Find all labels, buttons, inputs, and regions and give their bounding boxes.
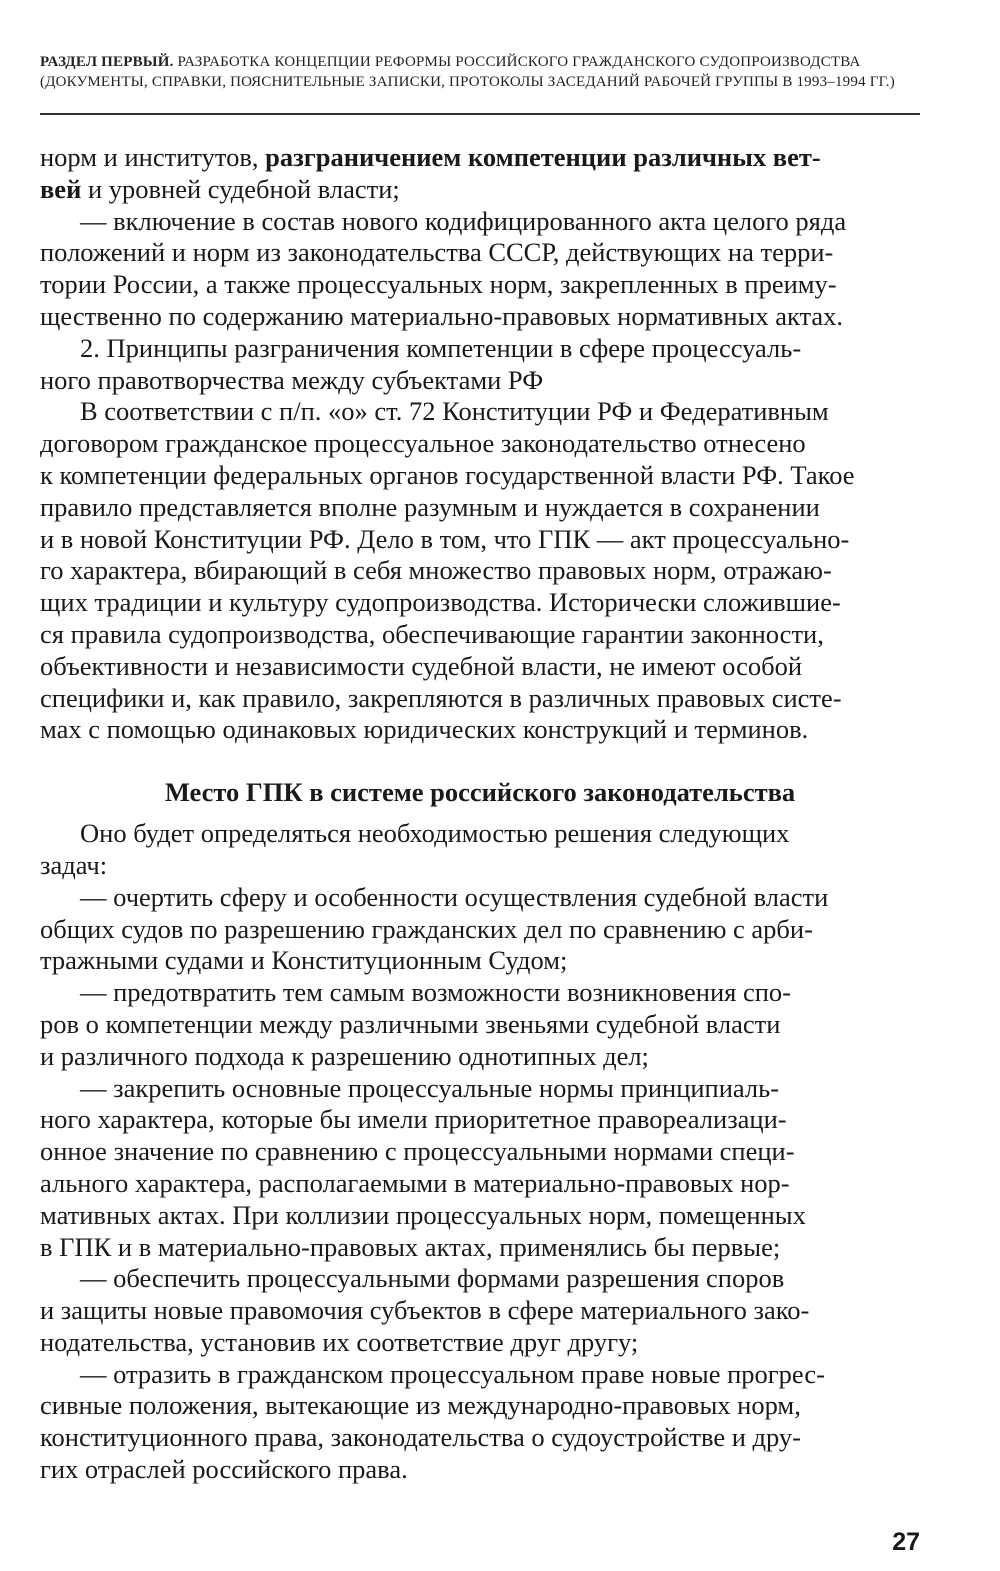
text-line: тражными судами и Конституционным Судом;: [40, 945, 568, 976]
text-line: — включение в состав нового кодифицированного акта целого ряда: [80, 205, 847, 236]
text-line: и защиты новые правомочия субъектов в сфере материального зако-: [40, 1295, 810, 1326]
text-line: онное значение по сравнению с процессуальными нормами специ-: [40, 1136, 795, 1167]
text-line: мах с помощью одинаковых юридических конструкций и терминов.: [40, 714, 809, 745]
bold-text-run: вей: [40, 173, 82, 204]
text-run: норм и институтов,: [40, 142, 266, 172]
text-line: 2. Принципы разграничения компетенции в сфере процессуаль-: [80, 332, 802, 363]
text-line: специфики и, как правило, закрепляются в различных правовых систе-: [40, 682, 842, 713]
text-line: ального характера, располагаемыми в материально-правовых нор-: [40, 1167, 790, 1198]
text-line: ров о компетенции между различными звеньями судебной власти: [40, 1008, 781, 1039]
text-line: Оно будет определяться необходимостью решения следующих: [80, 818, 790, 849]
text-line: договором гражданское процессуальное законодательство отнесено: [40, 428, 806, 459]
text-line: — очертить сферу и особенности осуществления судебной власти: [80, 881, 829, 912]
text-line: конституционного права, законодательства о судоустройстве и дру-: [40, 1422, 801, 1453]
text-line: положений и норм из законодательства СССР, действующих на терри-: [40, 237, 834, 268]
text-line: объективности и независимости судебной власти, не имеют особой: [40, 650, 803, 681]
text-line: — отразить в гражданском процессуальном праве новые прогрес-: [80, 1358, 825, 1389]
page-number: 27: [892, 1528, 920, 1556]
header-rule: [40, 113, 920, 115]
text-line: сивные положения, вытекающие из международно-правовых норм,: [40, 1390, 801, 1421]
running-head-line-2: (ДОКУМЕНТЫ, СПРАВКИ, ПОЯСНИТЕЛЬНЫЕ ЗАПИСКИ, ПРОТОКОЛЫ ЗАСЕДАНИЙ РАБОЧЕЙ ГРУППЫ В 1993–1994 ГГ.): [40, 74, 895, 90]
text-line: мативных актах. При коллизии процессуальных норм, помещенных: [40, 1199, 806, 1230]
text-line: и различного подхода к разрешению однотипных дел;: [40, 1040, 649, 1071]
text-line: тории России, а также процессуальных норм, закрепленных в преиму-: [40, 269, 837, 300]
text-line: гих отраслей российского права.: [40, 1454, 408, 1485]
text-line: в ГПК и в материально-правовых актах, применялись бы первые;: [40, 1231, 781, 1262]
text-line: го характера, вбирающий в себя множество правовых норм, отражаю-: [40, 555, 832, 586]
body-text: [40, 142, 920, 1486]
text-line: [40, 142, 920, 174]
text-run: и уровней судебной власти;: [81, 173, 400, 204]
section-heading: Место ГПК в системе российского законодательства: [164, 777, 796, 808]
text-line: и в новой Конституции РФ. Дело в том, что ГПК — акт процессуально-: [40, 523, 850, 554]
text-line: ного характера, которые бы имели приоритетное правореализаци-: [40, 1104, 787, 1135]
text-line: нодательства, установив их соответствие друг другу;: [40, 1326, 639, 1357]
text-line: щих традиции и культуру судопроизводства. Исторически сложившие-: [40, 587, 841, 618]
text-line: щественно по содержанию материально-правовых нормативных актах.: [40, 300, 844, 331]
text-line: задач:: [40, 849, 108, 880]
text-line: к компетенции федеральных органов государственной власти РФ. Такое: [40, 459, 855, 490]
text-line: общих судов по разрешению гражданских дел по сравнению с арби-: [40, 913, 813, 944]
running-head-section: РАЗДЕЛ ПЕРВЫЙ.: [40, 54, 174, 70]
text-line: правило представляется вполне разумным и нуждается в сохранении: [40, 491, 820, 522]
running-head-line-1: [40, 52, 920, 72]
bold-text-run: разграничением компетенции различных вет-: [265, 142, 821, 172]
text-line: ного правотворчества между субъектами РФ: [40, 364, 544, 395]
running-head: [40, 52, 920, 92]
text-line: — предотвратить тем самым возможности возникновения спо-: [80, 977, 791, 1008]
text-line: [40, 174, 920, 206]
running-head-title: РАЗРАБОТКА КОНЦЕПЦИИ РЕФОРМЫ РОССИЙСКОГО ГРАЖДАНСКОГО СУДОПРОИЗВОДСТВА: [177, 54, 861, 70]
text-line: — закрепить основные процессуальные нормы принципиаль-: [80, 1072, 780, 1103]
text-line: — обеспечить процессуальными формами разрешения споров: [80, 1263, 785, 1294]
text-line: ся правила судопроизводства, обеспечивающие гарантии законности,: [40, 618, 824, 649]
text-line: В соответствии с п/п. «о» ст. 72 Конституции РФ и Федеративным: [80, 396, 829, 427]
